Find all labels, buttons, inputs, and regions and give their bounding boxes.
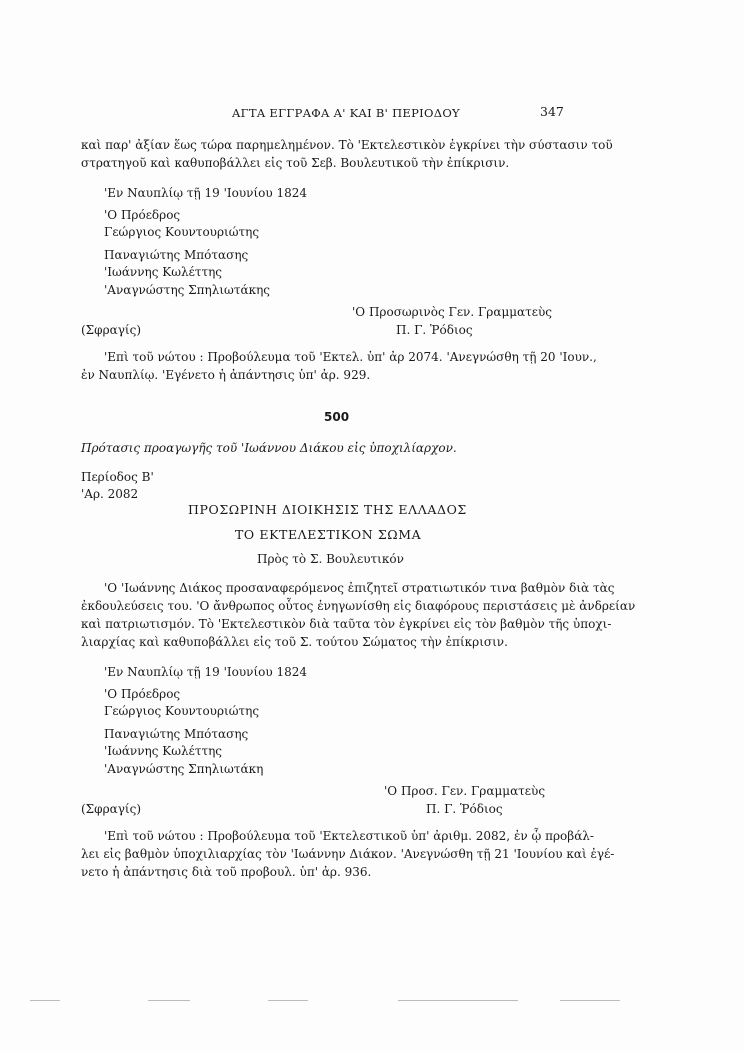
body-line-1: 'Ο 'Ιωάννης Διάκος προσαναφερόμενος ἐπιζητεῖ στρατιωτικόν τινα βαθμὸν διὰ τὰς — [104, 581, 615, 595]
doc1-note-line-1: 'Επὶ τοῦ νώτου : Προβούλευμα τοῦ 'Εκτελ. ὑπ' ἀρ 2074. 'Ανεγνώσθη τῇ 20 'Ιουν., — [104, 350, 597, 364]
doc2-note-line-3: νετο ἡ ἀπάντησις διὰ τοῦ προβουλ. ὑπ' ἀρ. 936. — [81, 865, 372, 879]
doc1-president-title: 'Ο Πρόεδρος — [104, 208, 181, 222]
addressee: Πρὸς τὸ Σ. Βουλευτικόν — [257, 552, 404, 566]
doc1-member-2: 'Ιωάννης Κωλέττης — [104, 265, 223, 279]
doc2-member-1: Παναγιώτης Μπότασης — [104, 727, 249, 741]
doc2-secretary-title: 'Ο Προσ. Γεν. Γραμματεὺς — [384, 784, 546, 798]
doc1-secretary-title: 'Ο Προσωρινὸς Γεν. Γραμματεὺς — [352, 305, 553, 319]
doc2-note-line-2: λει εἰς βαθμὸν ὑποχιλιαρχίας τὸν 'Ιωάννην Διάκον. 'Ανεγνώσθη τῇ 21 'Ιουνίου καὶ ἐγέ- — [81, 847, 615, 861]
running-header: ΑΓΤΑ ΕΓΓΡΑΦΑ Α' ΚΑΙ Β' ΠΕΡΙΟΔΟΥ — [232, 106, 460, 120]
scan-artifact-3 — [268, 1000, 308, 1001]
doc1-place-date: 'Εν Ναυπλίῳ τῇ 19 'Ιουνίου 1824 — [104, 186, 308, 200]
title-line-2: ΤΟ ΕΚΤΕΛΕΣΤΙΚΟΝ ΣΩΜΑ — [235, 527, 422, 542]
doc2-seal: (Σφραγίς) — [81, 802, 142, 816]
doc2-president-title: 'Ο Πρόεδρος — [104, 687, 181, 701]
doc2-secretary-name: Π. Γ. Ῥόδιος — [426, 802, 503, 816]
doc1-para-line-1: καὶ παρ' ἀξίαν ἕως τώρα παρημελημένον. Τὸ 'Εκτελεστικὸν ἐγκρίνει τὴν σύστασιν τοῦ — [81, 138, 613, 152]
scan-artifact-5 — [560, 1000, 620, 1001]
period-label: Περίοδος Β' — [81, 470, 154, 484]
scan-artifact-4 — [398, 1000, 518, 1001]
doc1-secretary-name: Π. Γ. Ῥόδιος — [396, 323, 473, 337]
doc1-para-line-2: στρατηγοῦ καὶ καθυποβάλλει εἰς τοῦ Σεβ. Βουλευτικοῦ τὴν ἐπίκρισιν. — [81, 156, 510, 170]
doc1-note-line-2: ἐν Ναυπλίῳ. 'Εγένετο ἡ ἀπάντησις ὑπ' ἀρ. 929. — [81, 368, 371, 382]
doc2-member-3: 'Αναγνώστης Σπηλιωτάκη — [104, 762, 264, 776]
doc2-member-2: 'Ιωάννης Κωλέττης — [104, 744, 223, 758]
body-line-3: καὶ πατριωτισμόν. Τὸ 'Εκτελεστικὸν διὰ ταῦτα τὸν ἐγκρίνει εἰς τὸν βαθμὸν τῆς ὑποχι- — [81, 617, 612, 631]
doc1-member-1: Παναγιώτης Μπότασης — [104, 248, 249, 262]
doc1-member-3: 'Αναγνώστης Σπηλιωτάκης — [104, 283, 270, 297]
document-heading: Πρότασις προαγωγῆς τοῦ 'Ιωάννου Διάκου εἰς ὑποχιλίαρχον. — [81, 441, 457, 455]
body-line-2: ἐκδουλεύσεις του. 'Ο ἄνθρωπος οὗτος ἐνηγωνίσθη εἰς διαφόρους περιστάσεις μὲ ἀνδρείαν — [81, 599, 636, 613]
doc1-seal: (Σφραγίς) — [81, 323, 142, 337]
body-line-4: λιαρχίας καὶ καθυποβάλλει εἰς τοῦ Σ. τούτου Σώματος τὴν ἐπίκρισιν. — [81, 635, 508, 649]
page-number: 347 — [540, 104, 564, 119]
scan-artifact-2 — [148, 1000, 190, 1001]
doc1-president-name: Γεώργιος Κουντουριώτης — [104, 225, 260, 239]
document-number: 500 — [324, 410, 350, 424]
title-line-1: ΠΡΟΣΩΡΙΝΗ ΔΙΟΙΚΗΣΙΣ ΤΗΣ ΕΛΛΑΔΟΣ — [188, 502, 467, 517]
doc2-note-line-1: 'Επὶ τοῦ νώτου : Προβούλευμα τοῦ 'Εκτελεστικοῦ ὑπ' ἀριθμ. 2082, ἐν ᾧ προβάλ- — [104, 829, 594, 843]
ref-number: 'Αρ. 2082 — [81, 487, 139, 501]
scan-artifact-1 — [30, 1000, 60, 1001]
doc2-place-date: 'Εν Ναυπλίῳ τῇ 19 'Ιουνίου 1824 — [104, 665, 308, 679]
doc2-president-name: Γεώργιος Κουντουριώτης — [104, 704, 260, 718]
